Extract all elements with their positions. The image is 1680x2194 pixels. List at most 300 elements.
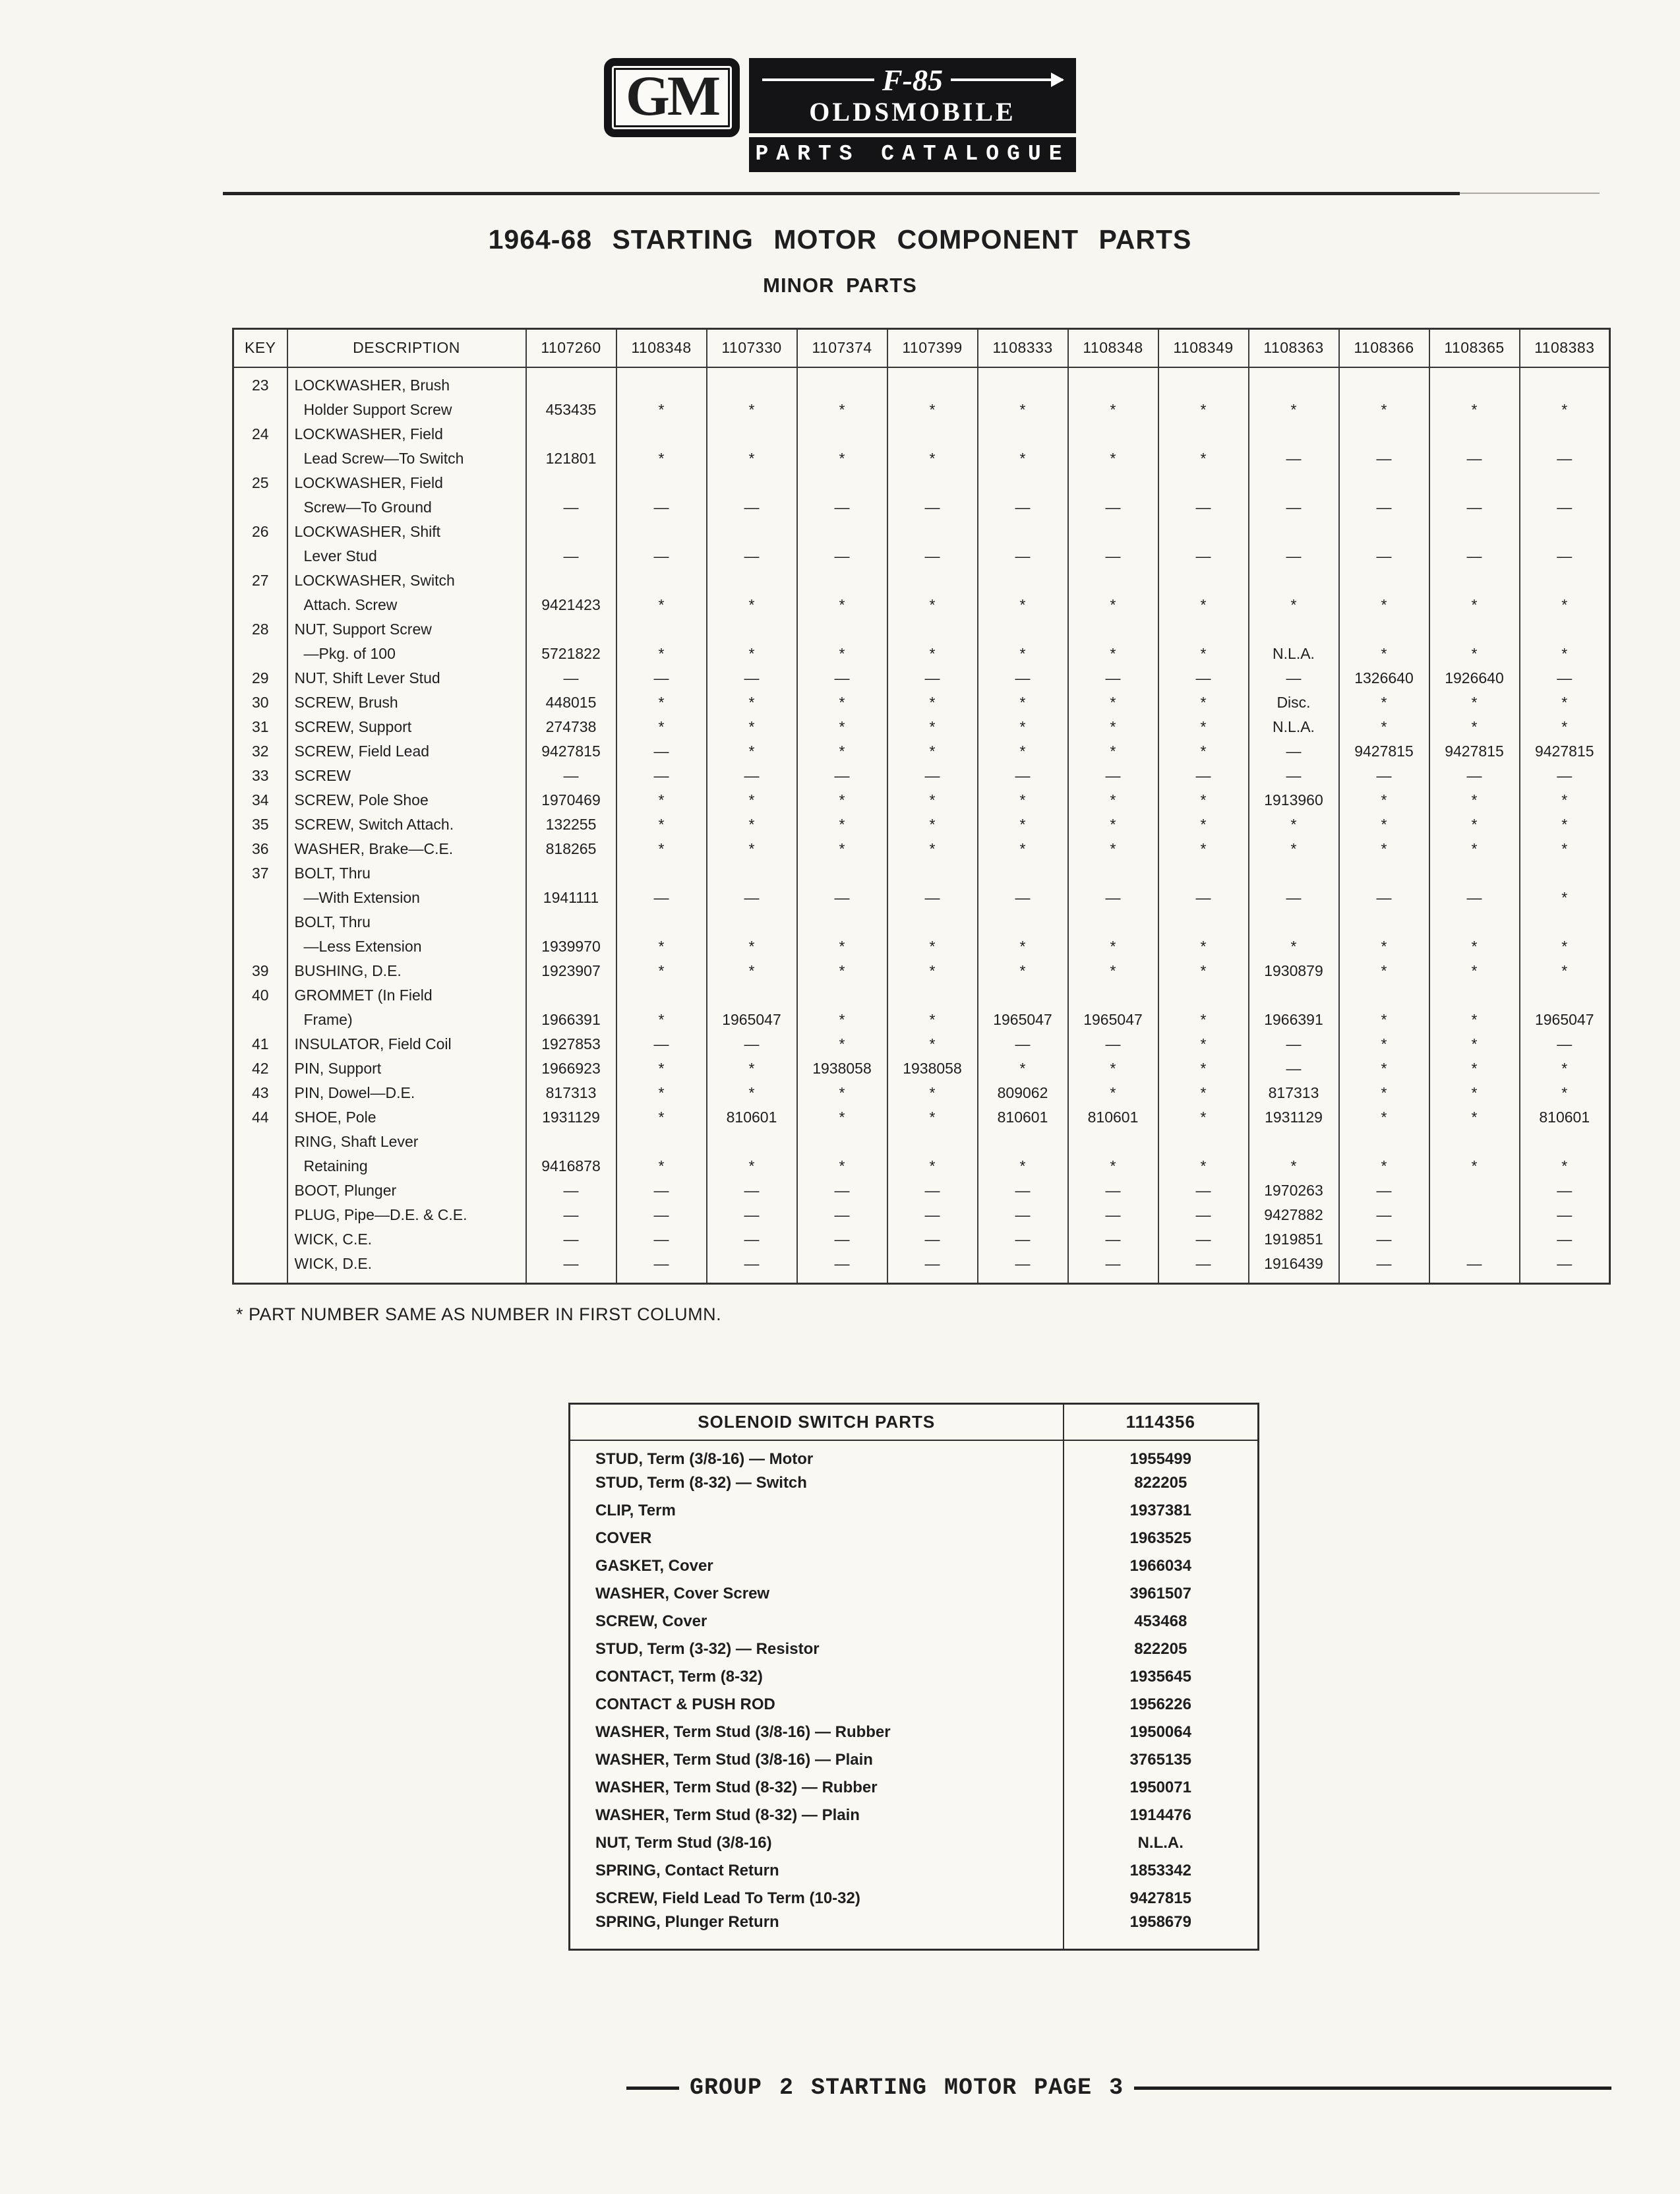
part-cell: — — [978, 520, 1068, 568]
part-description — [287, 739, 526, 764]
part-cell: — — [797, 520, 887, 568]
part-cell: * — [978, 568, 1068, 617]
header-divider — [223, 192, 1460, 195]
part-row — [233, 910, 1610, 959]
part-cell: * — [1068, 617, 1158, 666]
part-cell: * — [1429, 367, 1520, 422]
part-cell: — — [1068, 1227, 1158, 1252]
part-cell: * — [1068, 568, 1158, 617]
description-line: PIN, Dowel—D.E. — [294, 1083, 415, 1101]
part-cell: — — [978, 1178, 1068, 1203]
part-cell: — — [1339, 861, 1429, 910]
part-cell: * — [1158, 568, 1249, 617]
part-cell: — — [978, 1252, 1068, 1284]
part-cell: 817313 — [1249, 1081, 1339, 1105]
part-cell: * — [1429, 1130, 1520, 1178]
minor-parts-table — [232, 328, 1611, 1285]
part-cell: — — [616, 1252, 707, 1284]
part-cell: — — [707, 1178, 797, 1203]
part-cell: 817313 — [526, 1081, 616, 1105]
part-cell: — — [1068, 1203, 1158, 1227]
part-cell: 132255 — [526, 812, 616, 837]
part-cell: * — [887, 837, 978, 861]
description-line: PLUG, Pipe—D.E. & C.E. — [294, 1205, 467, 1223]
column-header-part-number: 1107374 — [797, 329, 887, 367]
part-cell: * — [1520, 617, 1610, 666]
part-row — [233, 812, 1610, 837]
part-cell: — — [616, 1032, 707, 1056]
footer-rule-right — [1134, 2087, 1611, 2090]
part-description — [287, 1032, 526, 1056]
part-cell: * — [797, 1081, 887, 1105]
part-description — [287, 471, 526, 520]
part-key: 23 — [233, 367, 287, 422]
part-cell: — — [1339, 1203, 1429, 1227]
part-key: 43 — [233, 1081, 287, 1105]
part-cell: * — [1068, 690, 1158, 715]
part-cell: — — [616, 764, 707, 788]
masthead — [0, 58, 1680, 172]
description-line: WICK, D.E. — [294, 1254, 373, 1272]
part-row — [233, 1032, 1610, 1056]
part-cell: * — [887, 715, 978, 739]
description-line: —Pkg. of 100 — [303, 644, 396, 662]
part-cell: * — [707, 617, 797, 666]
part-cell: — — [707, 861, 797, 910]
part-row — [233, 666, 1610, 690]
part-description — [287, 1081, 526, 1105]
solenoid-part-description: SCREW, Field Lead To Term (10-32) — [595, 1889, 860, 1907]
part-cell: * — [1158, 1032, 1249, 1056]
part-cell: * — [1068, 1130, 1158, 1178]
part-description — [287, 1178, 526, 1203]
description-line: Lead Screw—To Switch — [303, 449, 464, 467]
part-cell: 448015 — [526, 690, 616, 715]
part-key: 32 — [233, 739, 287, 764]
part-cell: * — [707, 910, 797, 959]
description-line: —Less Extension — [303, 937, 422, 955]
description-line: LOCKWASHER, Field — [294, 425, 443, 442]
solenoid-part-number: 1955499 — [1064, 1440, 1259, 1469]
solenoid-row — [570, 1719, 1259, 1746]
part-cell: 1965047 — [978, 983, 1068, 1032]
part-cell: — — [1249, 861, 1339, 910]
description-line: Holder Support Screw — [303, 400, 452, 418]
solenoid-row — [570, 1469, 1259, 1497]
part-cell: — — [978, 471, 1068, 520]
part-cell: * — [1339, 959, 1429, 983]
part-cell: * — [1520, 1081, 1610, 1105]
part-cell: * — [978, 812, 1068, 837]
part-cell: * — [707, 739, 797, 764]
part-cell: — — [1339, 471, 1429, 520]
part-cell: — — [1339, 764, 1429, 788]
part-row — [233, 1130, 1610, 1178]
part-cell: 809062 — [978, 1081, 1068, 1105]
part-cell: — — [1068, 764, 1158, 788]
part-cell: * — [1249, 367, 1339, 422]
description-line: BOOT, Plunger — [294, 1181, 397, 1199]
part-cell: * — [616, 812, 707, 837]
part-cell: 1966923 — [526, 1056, 616, 1081]
part-cell: 121801 — [526, 422, 616, 471]
part-cell: * — [1068, 788, 1158, 812]
part-cell: — — [1520, 1032, 1610, 1056]
part-key: 29 — [233, 666, 287, 690]
part-cell: — — [526, 1252, 616, 1284]
part-cell: * — [978, 959, 1068, 983]
part-cell: — — [1158, 1227, 1249, 1252]
solenoid-table — [568, 1403, 1259, 1951]
solenoid-row — [570, 1802, 1259, 1829]
part-key: 24 — [233, 422, 287, 471]
part-key — [233, 1178, 287, 1203]
description-line: —With Extension — [303, 888, 420, 906]
page-subtitle: MINOR PARTS — [763, 274, 917, 297]
part-cell: * — [1520, 1056, 1610, 1081]
solenoid-part-description: CLIP, Term — [595, 1502, 676, 1519]
part-cell: * — [797, 788, 887, 812]
part-cell: * — [887, 1032, 978, 1056]
part-cell: * — [707, 812, 797, 837]
part-cell: 1926640 — [1429, 666, 1520, 690]
part-cell: * — [1158, 959, 1249, 983]
part-row — [233, 471, 1610, 520]
solenoid-part-description: STUD, Term (3/8-16) — Motor — [595, 1450, 814, 1468]
part-cell: * — [1158, 788, 1249, 812]
part-cell: — — [707, 1227, 797, 1252]
part-cell: — — [526, 1203, 616, 1227]
part-cell: * — [1520, 812, 1610, 837]
part-cell: * — [707, 690, 797, 715]
solenoid-part-number: 822205 — [1064, 1635, 1259, 1663]
part-cell: * — [1339, 1032, 1429, 1056]
part-cell: — — [1520, 520, 1610, 568]
part-key: 27 — [233, 568, 287, 617]
part-cell: * — [1339, 788, 1429, 812]
part-cell: — — [1429, 764, 1520, 788]
solenoid-part-description: CONTACT, Term (8-32) — [595, 1668, 763, 1686]
part-cell: * — [797, 837, 887, 861]
description-line: SCREW, Field Lead — [294, 742, 430, 760]
part-cell: * — [1339, 1081, 1429, 1105]
solenoid-part-number: 1966034 — [1064, 1552, 1259, 1580]
part-cell: — — [1158, 1203, 1249, 1227]
part-cell: — — [1520, 1252, 1610, 1284]
part-cell: * — [887, 690, 978, 715]
part-cell: * — [1520, 367, 1610, 422]
solenoid-part-number: 1950071 — [1064, 1774, 1259, 1802]
part-cell: * — [797, 422, 887, 471]
part-cell: — — [887, 1252, 978, 1284]
part-cell: * — [1429, 1081, 1520, 1105]
part-cell: — — [1249, 471, 1339, 520]
part-cell: * — [978, 739, 1068, 764]
part-cell: * — [1068, 1056, 1158, 1081]
solenoid-row — [570, 1635, 1259, 1663]
part-cell: 9416878 — [526, 1130, 616, 1178]
part-cell: 1927853 — [526, 1032, 616, 1056]
part-cell: * — [1520, 837, 1610, 861]
part-cell: * — [616, 910, 707, 959]
part-cell: N.L.A. — [1249, 617, 1339, 666]
part-row — [233, 520, 1610, 568]
column-header-part-number: 1108363 — [1249, 329, 1339, 367]
part-cell: * — [1429, 837, 1520, 861]
part-cell: — — [1339, 520, 1429, 568]
part-key: 40 — [233, 983, 287, 1032]
part-cell: — — [1520, 1227, 1610, 1252]
solenoid-part-description: CONTACT & PUSH ROD — [595, 1695, 775, 1713]
part-cell: * — [1339, 568, 1429, 617]
part-cell: 1965047 — [1520, 983, 1610, 1032]
part-cell: 1931129 — [526, 1105, 616, 1130]
part-cell: — — [1520, 471, 1610, 520]
part-cell: * — [1429, 812, 1520, 837]
part-cell: — — [526, 1227, 616, 1252]
page-title: 1964-68 STARTING MOTOR COMPONENT PARTS — [488, 224, 1192, 255]
part-cell: 810601 — [1520, 1105, 1610, 1130]
part-cell: N.L.A. — [1249, 715, 1339, 739]
solenoid-part-number: N.L.A. — [1064, 1829, 1259, 1857]
part-cell: * — [887, 812, 978, 837]
part-row — [233, 983, 1610, 1032]
part-cell: * — [978, 1056, 1068, 1081]
model-name: F-85 — [882, 63, 943, 97]
description-line: SHOE, Pole — [294, 1108, 376, 1126]
part-cell: * — [1339, 617, 1429, 666]
part-key: 36 — [233, 837, 287, 861]
part-description — [287, 715, 526, 739]
part-description — [287, 617, 526, 666]
part-description — [287, 422, 526, 471]
part-cell: * — [978, 837, 1068, 861]
part-cell: * — [1068, 837, 1158, 861]
footer-text: GROUP 2 STARTING MOTOR PAGE 3 — [690, 2075, 1124, 2101]
part-cell: * — [616, 568, 707, 617]
solenoid-table-title: SOLENOID SWITCH PARTS — [570, 1403, 1064, 1440]
part-key: 28 — [233, 617, 287, 666]
part-cell: * — [616, 422, 707, 471]
part-cell: * — [887, 1130, 978, 1178]
part-cell: * — [1429, 1032, 1520, 1056]
part-cell: — — [1339, 422, 1429, 471]
part-cell: 1326640 — [1339, 666, 1429, 690]
part-cell: * — [1158, 422, 1249, 471]
solenoid-part-number: 1950064 — [1064, 1719, 1259, 1746]
part-cell: * — [1068, 367, 1158, 422]
part-cell: * — [978, 1130, 1068, 1178]
part-cell: * — [707, 959, 797, 983]
column-header-part-number: 1108365 — [1429, 329, 1520, 367]
part-cell: * — [1520, 1130, 1610, 1178]
part-cell: * — [887, 1105, 978, 1130]
description-line: PIN, Support — [294, 1059, 382, 1077]
part-cell: * — [1520, 788, 1610, 812]
part-cell: * — [1158, 812, 1249, 837]
part-cell: — — [1249, 666, 1339, 690]
part-cell: — — [616, 666, 707, 690]
part-cell: * — [1249, 1130, 1339, 1178]
part-cell: * — [1068, 739, 1158, 764]
column-header-part-number: 1108333 — [978, 329, 1068, 367]
part-cell: * — [797, 568, 887, 617]
part-cell: * — [978, 690, 1068, 715]
part-key: 39 — [233, 959, 287, 983]
description-line: GROMMET (In Field — [294, 986, 433, 1004]
part-cell: * — [797, 1032, 887, 1056]
brand-name: OLDSMOBILE — [809, 97, 1016, 127]
solenoid-row — [570, 1440, 1259, 1469]
part-cell: — — [1520, 764, 1610, 788]
part-cell: — — [797, 1227, 887, 1252]
solenoid-part-description: WASHER, Term Stud (8-32) — Plain — [595, 1806, 860, 1824]
part-cell: * — [797, 367, 887, 422]
part-cell: — — [1068, 520, 1158, 568]
part-cell: * — [1158, 983, 1249, 1032]
solenoid-part-description: SPRING, Contact Return — [595, 1862, 779, 1879]
description-line: INSULATOR, Field Coil — [294, 1035, 452, 1052]
part-cell: — — [978, 1203, 1068, 1227]
part-cell: * — [1158, 690, 1249, 715]
part-key: 37 — [233, 861, 287, 910]
part-cell: — — [887, 666, 978, 690]
gm-logo — [604, 58, 740, 137]
part-row — [233, 1178, 1610, 1203]
part-row — [233, 1081, 1610, 1105]
part-key: 30 — [233, 690, 287, 715]
part-cell: — — [797, 764, 887, 788]
minor-parts-body — [233, 367, 1610, 1284]
part-cell: * — [1158, 1056, 1249, 1081]
part-cell: — — [1158, 861, 1249, 910]
brand-panel — [749, 58, 1076, 172]
part-cell: — — [887, 520, 978, 568]
part-cell: * — [887, 739, 978, 764]
part-cell: * — [797, 983, 887, 1032]
part-row — [233, 1105, 1610, 1130]
part-cell: * — [1520, 910, 1610, 959]
part-cell: * — [1429, 959, 1520, 983]
part-cell: * — [887, 983, 978, 1032]
solenoid-part-description: SCREW, Cover — [595, 1612, 707, 1630]
solenoid-row — [570, 1857, 1259, 1885]
solenoid-part-number: 3765135 — [1064, 1746, 1259, 1774]
solenoid-part-number: 1937381 — [1064, 1497, 1259, 1525]
part-cell: * — [1158, 739, 1249, 764]
model-script — [762, 62, 1063, 98]
solenoid-part-number: 3961507 — [1064, 1580, 1259, 1608]
description-line: LOCKWASHER, Field — [294, 473, 443, 491]
part-cell: 274738 — [526, 715, 616, 739]
part-cell: * — [1158, 367, 1249, 422]
part-cell: 9427815 — [1339, 739, 1429, 764]
part-cell: — — [707, 1203, 797, 1227]
part-description — [287, 959, 526, 983]
part-cell: — — [887, 764, 978, 788]
part-description — [287, 520, 526, 568]
part-cell: * — [616, 959, 707, 983]
part-cell: — — [707, 764, 797, 788]
column-header-part-number: 1107260 — [526, 329, 616, 367]
description-line: Frame) — [303, 1010, 353, 1028]
column-header-part-number: 1108348 — [616, 329, 707, 367]
part-row — [233, 367, 1610, 422]
part-cell: * — [978, 617, 1068, 666]
solenoid-part-description: NUT, Term Stud (3/8-16) — [595, 1834, 772, 1852]
part-row — [233, 1203, 1610, 1227]
part-cell: * — [978, 715, 1068, 739]
part-cell: — — [616, 471, 707, 520]
part-cell: * — [797, 1130, 887, 1178]
part-cell: * — [1158, 617, 1249, 666]
part-cell: * — [1068, 959, 1158, 983]
part-cell: * — [616, 617, 707, 666]
part-description — [287, 1056, 526, 1081]
part-cell: — — [1520, 1178, 1610, 1203]
part-cell: * — [887, 1081, 978, 1105]
column-header-part-number: 1108349 — [1158, 329, 1249, 367]
part-cell: * — [707, 837, 797, 861]
part-cell: * — [1429, 715, 1520, 739]
solenoid-part-description: GASKET, Cover — [595, 1557, 713, 1575]
column-header-part-number: 1108348 — [1068, 329, 1158, 367]
part-cell: * — [1520, 715, 1610, 739]
part-cell — [1429, 1203, 1520, 1227]
part-cell: — — [707, 666, 797, 690]
part-key — [233, 910, 287, 959]
solenoid-row — [570, 1580, 1259, 1608]
part-cell: * — [616, 983, 707, 1032]
part-cell: — — [1249, 520, 1339, 568]
part-description — [287, 837, 526, 861]
description-line: WASHER, Brake—C.E. — [294, 839, 454, 857]
solenoid-part-number: 1956226 — [1064, 1691, 1259, 1719]
part-cell: * — [1520, 959, 1610, 983]
part-cell: * — [797, 617, 887, 666]
part-cell: * — [1158, 910, 1249, 959]
part-key — [233, 1203, 287, 1227]
part-cell: — — [1158, 666, 1249, 690]
part-cell: * — [1339, 690, 1429, 715]
part-cell: * — [707, 422, 797, 471]
solenoid-row — [570, 1746, 1259, 1774]
part-key: 44 — [233, 1105, 287, 1130]
part-row — [233, 837, 1610, 861]
part-cell: 5721822 — [526, 617, 616, 666]
part-cell: — — [797, 471, 887, 520]
solenoid-row — [570, 1774, 1259, 1802]
part-key: 31 — [233, 715, 287, 739]
part-description — [287, 1227, 526, 1252]
part-cell: * — [707, 1056, 797, 1081]
part-cell: 1930879 — [1249, 959, 1339, 983]
column-header-part-number: 1108383 — [1520, 329, 1610, 367]
part-cell — [1429, 1227, 1520, 1252]
part-cell: * — [978, 422, 1068, 471]
description-line: LOCKWASHER, Brush — [294, 376, 450, 394]
part-cell: * — [707, 1081, 797, 1105]
part-cell: — — [797, 861, 887, 910]
solenoid-assembly-number: 1114356 — [1064, 1403, 1259, 1440]
part-cell: 1965047 — [1068, 983, 1158, 1032]
part-cell: — — [1429, 520, 1520, 568]
part-cell: — — [797, 1252, 887, 1284]
part-cell: — — [887, 471, 978, 520]
part-cell: — — [526, 764, 616, 788]
part-cell: * — [797, 1105, 887, 1130]
part-cell: — — [526, 471, 616, 520]
